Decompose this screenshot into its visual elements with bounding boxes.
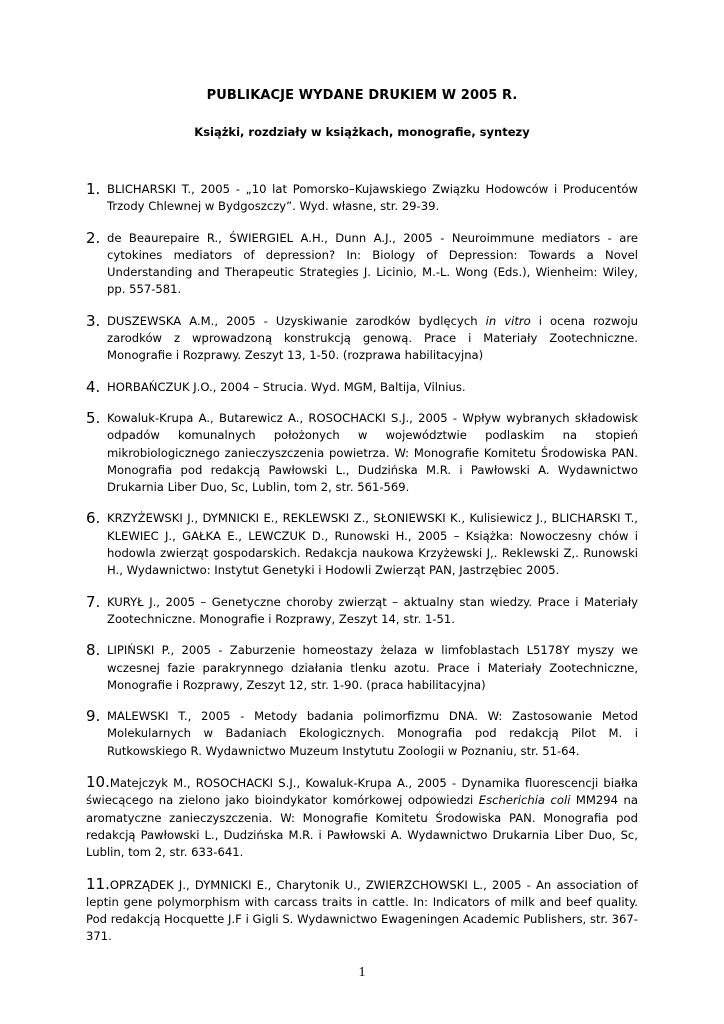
entry-text: HORBAŃCZUK J.O., 2004 – Strucia. Wyd. MGM, Baltija, Vilnius. [107,379,466,394]
publication-entry [86,230,638,299]
entry-text-italic: in vitro [485,313,531,328]
entry-number: 8. [86,641,101,660]
publication-entry [86,774,638,861]
entry-text: Kowaluk-Krupa A., Butarewicz A., ROSOCHACKI S.J., 2005 - Wpływ wybranych składowisk odpadów komunalnych położonych w województwie podlaskim na stopień mikrobiologicznego zanieczyszczenia powietrza. W: Monografie Komitetu Środowiska PAN. Monografia pod redakcją Pawłowski L., Dudzińska M.R. i Pawłowski A. Wydawnictwo Drukarnia Liber Duo, Sc, Lublin, tom 2, str. 561-569. [107,410,638,495]
document-subtitle: Książki, rozdziały w książkach, monografie, syntezy [194,125,530,139]
entry-number: 4. [86,377,101,396]
entry-text-part: i ocena rozwoju zarodków z wprowadzoną konstrukcją genową. Prace i Materiały Zootechniczne. Monografie i Rozprawy. Zeszyt 13, 1-50. (rozprawa habilitacyjna) [107,313,638,363]
entry-text: MALEWSKI T., 2005 - Metody badania polimorfizmu DNA. W: Zastosowanie Metod Molekularnych w Badaniach Ekologicznych. Monografia pod redakcją Pilot M. i Rutkowskiego R. Wydawnictwo Muzeum Instytutu Zoologii w Poznaniu, str. 51-64. [107,709,638,758]
publication-entry [86,708,638,760]
entry-text-part: Matejczyk M., ROSOCHACKI S.J., Kowaluk-Krupa A., 2005 - Dynamika fluorescencji białka świecącego na zielono jako bioindykator komórkowej odpowiedzi [86,776,638,808]
entry-text: LIPIŃSKI P., 2005 - Zaburzenie homeostazy żelaza w limfoblastach L5178Y myszy we wczesnej fazie parakrynnego działania tlenku azotu. Prace i Materiały Zootechniczne, Monografie i Rozprawy, Zeszyt 12, str. 1-90. (praca habilitacyjna) [107,643,638,692]
entry-number: 1. [86,180,101,198]
publication-list [86,181,638,960]
document-title: PUBLIKACJE WYDANE DRUKIEM W 2005 R. [206,88,518,103]
publication-entry [86,594,638,629]
publication-entry [86,379,638,396]
entry-number: 7. [86,592,101,611]
entry-text: BLICHARSKI T., 2005 - „10 lat Pomorsko–Kujawskiego Związku Hodowców i Producentów Trzody Chlewnej w Bydgoszczy”. Wyd. własne, str. 29-39. [107,182,638,214]
publication-entry [86,181,638,216]
entry-text-part: DUSZEWSKA A.M., 2005 - Uzyskiwanie zarodków bydlęcych [107,313,486,328]
entry-number: 10. [86,773,110,792]
entry-number: 3. [86,311,101,330]
entry-text [86,776,638,859]
entry-number: 6. [86,509,101,528]
entry-text: KRZYŻEWSKI J., DYMNICKI E., REKLEWSKI Z., SŁONIEWSKI K., Kulisiewicz J., BLICHARSKI T., KLEWIEC J., GAŁKA E., LEWCZUK D., Runowski H., 2005 – Książka: Nowoczesny chów i hodowla zwierząt gospodarskich. Redakcja naukowa Krzyżewski J,. Reklewski Z,. Runowski H., Wydawnictwo: Instytut Genetyki i Hodowli Zwierząt PAN, Jastrzębiec 2005. [107,511,638,578]
entry-text: OPRZĄDEK J., DYMNICKI E., Charytonik U., ZWIERZCHOWSKI L., 2005 - An association of leptin gene polymorphism with carcass traits in cattle. In: Indicators of milk and beef quality. Pod redakcją Hocquette J.F i Gigli S. Wydawnictwo Ewageningen Academic Publishers, str. 367-371. [86,877,638,944]
entry-text [107,314,638,363]
page-number: 1 [358,965,366,980]
entry-text-part: MM294 na aromatyczne zanieczyszczenia. W: Monografie Komitetu Środowiska PAN. Monografia pod redakcją Pawłowski L., Dudzińska M.R. i Pawłowski A. Wydawnictwo Drukarnia Liber Duo, Sc, Lublin, tom 2, str. 633-641. [86,793,638,860]
entry-text: KURYŁ J., 2005 – Genetyczne choroby zwierząt – aktualny stan wiedzy. Prace i Materiały Zootechniczne. Monografie i Rozprawy, Zeszyt 14, str. 1-51. [107,594,638,626]
publication-entry [86,313,638,365]
entry-number: 2. [86,228,101,247]
entry-number: 11. [86,874,110,893]
publication-entry [86,510,638,579]
publication-entry [86,410,638,496]
publication-entry [86,642,638,694]
publication-entry [86,876,638,946]
entry-number: 9. [86,707,101,726]
entry-text: de Beaurepaire R., ŚWIERGIEL A.H., Dunn A.J., 2005 - Neuroimmune mediators - are cytokines mediators of depression? In: Biology of Depression: Towards a Novel Understanding and Therapeutic Strategies J. Licinio, M.-L. Wong (Eds.), Wienheim: Wiley, pp. 557-581. [107,230,638,297]
entry-text-italic: Escherichia coli [478,793,571,808]
entry-number: 5. [86,408,101,427]
